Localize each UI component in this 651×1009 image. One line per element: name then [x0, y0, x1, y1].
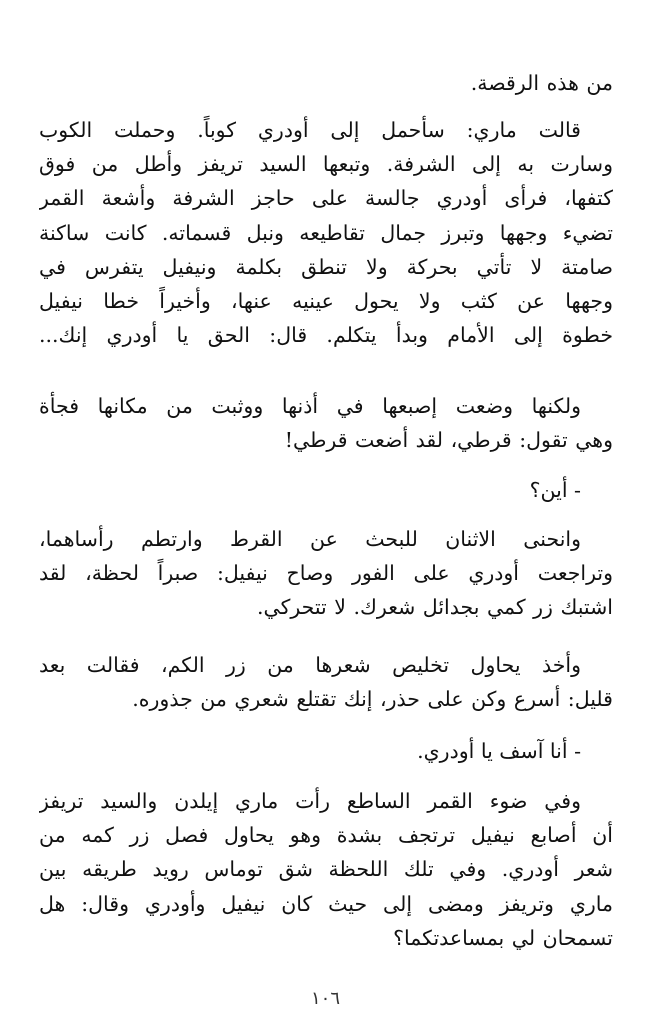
paragraph-5	[39, 784, 613, 955]
text-line: وأخذ يحاول تخليص شعرها من زر الكم، فقالت بعد	[39, 653, 581, 677]
paragraph-4	[39, 648, 613, 716]
text-line: أن أصابع نيفيل ترتجف بشدة وهو يحاول فصل زر كمه من	[39, 823, 613, 848]
text-line: تسمحان لي بمساعدتكما؟	[393, 925, 613, 950]
text-line: وهي تقول: قرطي، لقد أضعت قرطي!	[284, 428, 613, 453]
paragraph-0	[39, 66, 613, 100]
text-line: خطوة إلى الأمام وبدأ يتكلم. قال: الحق يا أودري إنك...	[39, 323, 613, 348]
text-line: ماري وتريفز ومضى إلى حيث كان نيفيل وأودري وقال: هل	[39, 891, 613, 916]
text-line: قليل: أسرع وكن على حذر، إنك تقتلع شعري من جذوره.	[132, 687, 613, 712]
paragraph-2	[39, 389, 613, 457]
text-line: وفي ضوء القمر الساطع رأت ماري إيلدن والسيد تريفز	[39, 789, 581, 813]
text-line: قالت ماري: سأحمل إلى أودري كوباً. وحملت الكوب	[39, 118, 581, 142]
page-number: ١٠٦	[310, 988, 341, 1009]
text-line: من هذه الرقصة.	[470, 71, 613, 95]
text-line: وسارت به إلى الشرفة. وتبعها السيد تريفز وأطل من فوق	[39, 152, 613, 177]
paragraph-1	[39, 113, 613, 352]
paragraph-3	[39, 522, 613, 625]
text-line: شعر أودري. وفي تلك اللحظة شق توماس رويد طريقه بين	[39, 857, 613, 882]
text-line: وانحنى الاثنان للبحث عن القرط وارتطم رأساهما،	[39, 527, 581, 551]
dialogue-line-1: - أين؟	[529, 478, 581, 502]
text-line: ولكنها وضعت إصبعها في أذنها ووثبت من مكانها فجأة	[39, 394, 581, 418]
text-line: وجهها عن كثب ولا يحول عينيه عنها، وأخيراً خطا نيفيل	[39, 289, 613, 314]
text-line: وتراجعت أودري على الفور وصاح نيفيل: صبراً لحظة، لقد	[39, 561, 613, 586]
text-line: اشتبك زر كمي بجدائل شعرك. لا تتحركي.	[256, 595, 613, 620]
text-line: كتفها، فرأى أودري جالسة على حاجز الشرفة وأشعة القمر	[39, 186, 613, 211]
text-line: تضيء وجهها وتبرز جمال تقاطيعه ونبل قسماته. كانت ساكنة	[39, 220, 613, 245]
text-line: صامتة لا تأتي بحركة ولا تنطق بكلمة ونيفيل يتفرس في	[39, 254, 613, 279]
dialogue-line-2: - أنا آسف يا أودري.	[417, 739, 581, 763]
